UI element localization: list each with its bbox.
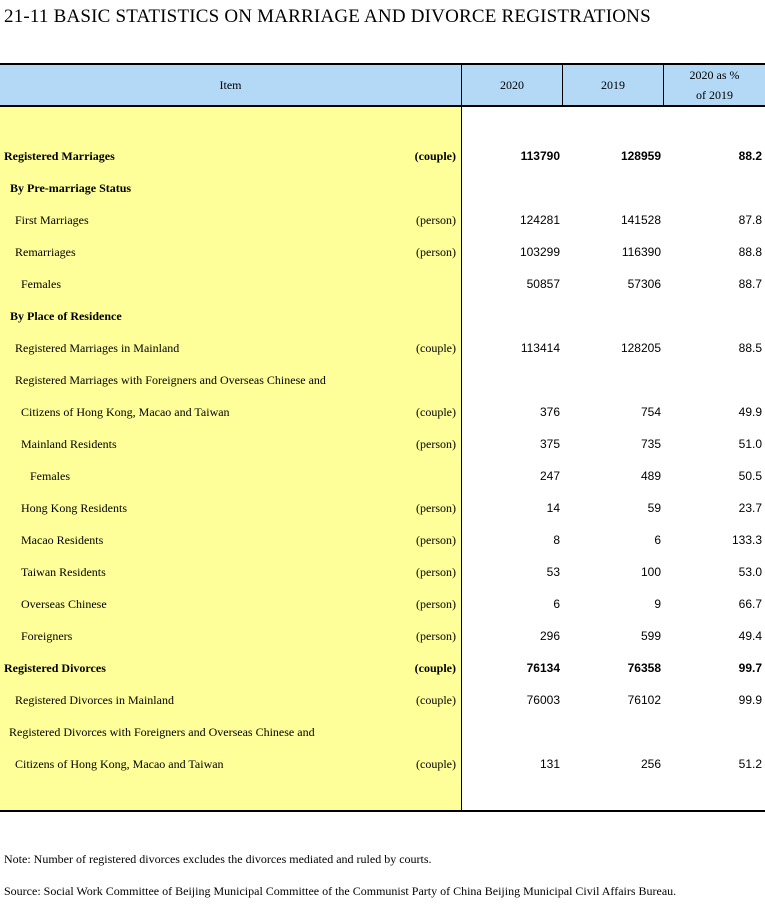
value-2020: 247 — [539, 469, 560, 483]
table-row — [0, 588, 765, 620]
table-source: Source: Social Work Committee of Beijing Municipal Committee of the Communist Party of China Beijing Municipal Civil Affairs Bureau. — [4, 884, 677, 898]
value-2019: 76358 — [627, 661, 661, 675]
row-unit: (couple) — [416, 693, 456, 707]
value-2020: 375 — [539, 437, 560, 451]
row-label: Overseas Chinese — [21, 597, 107, 611]
page-title: 21-11 BASIC STATISTICS ON MARRIAGE AND DIVORCE REGISTRATIONS — [4, 6, 651, 27]
value-2020: 113414 — [520, 341, 560, 355]
value-2019: 57306 — [627, 277, 661, 291]
value-2020: 6 — [553, 597, 560, 611]
value-2019: 141528 — [620, 213, 661, 227]
table-row — [0, 172, 765, 204]
row-label: Registered Divorces with Foreigners and Overseas Chinese and — [9, 725, 315, 739]
value-percent: 133.3 — [731, 533, 762, 547]
value-2019: 256 — [640, 757, 661, 771]
row-unit: (couple) — [414, 661, 456, 675]
value-percent: 50.5 — [738, 469, 762, 483]
value-2019: 599 — [640, 629, 661, 643]
value-percent: 87.8 — [738, 213, 762, 227]
value-2019: 754 — [640, 405, 661, 419]
value-percent: 51.2 — [738, 757, 762, 771]
table-row — [0, 300, 765, 332]
row-unit: (person) — [416, 533, 456, 547]
table-note: Note: Number of registered divorces excludes the divorces mediated and ruled by courts. — [4, 852, 432, 866]
row-label: Foreigners — [21, 629, 73, 643]
row-unit: (person) — [416, 501, 456, 515]
table-row — [0, 748, 765, 780]
row-label: First Marriages — [15, 213, 89, 227]
value-2019: 128205 — [620, 341, 661, 355]
value-percent: 99.9 — [738, 693, 762, 707]
value-2020: 8 — [553, 533, 560, 547]
header-divider — [663, 63, 664, 107]
table-row — [0, 620, 765, 652]
value-percent: 88.7 — [738, 277, 762, 291]
row-unit: (person) — [416, 213, 456, 227]
value-2020: 53 — [546, 565, 560, 579]
row-label: Registered Marriages with Foreigners and Overseas Chinese and — [15, 373, 326, 387]
row-label: By Pre-marriage Status — [10, 181, 132, 195]
row-label: Taiwan Residents — [21, 565, 106, 579]
table-bottom-border — [0, 810, 765, 812]
value-percent: 88.2 — [738, 149, 762, 163]
table-row — [0, 364, 765, 396]
value-percent: 51.0 — [738, 437, 762, 451]
row-unit: (person) — [416, 245, 456, 259]
value-percent: 49.9 — [738, 405, 762, 419]
row-label: Registered Divorces — [4, 661, 106, 675]
header-2020: 2020 — [500, 78, 524, 92]
table-row — [0, 652, 765, 684]
value-2019: 128959 — [620, 149, 661, 163]
value-2020: 124281 — [519, 213, 560, 227]
value-2019: 76102 — [627, 693, 661, 707]
value-percent: 53.0 — [738, 565, 762, 579]
value-percent: 88.5 — [738, 341, 762, 355]
row-label: Registered Divorces in Mainland — [15, 693, 174, 707]
row-label: Females — [30, 469, 70, 483]
table-row — [0, 460, 765, 492]
table-row — [0, 236, 765, 268]
table-row — [0, 524, 765, 556]
value-2020: 103299 — [519, 245, 560, 259]
header-item: Item — [219, 78, 242, 92]
row-label: By Place of Residence — [10, 309, 122, 323]
value-2020: 113790 — [520, 149, 560, 163]
row-label: Females — [21, 277, 61, 291]
value-percent: 88.8 — [738, 245, 762, 259]
value-2019: 59 — [647, 501, 661, 515]
row-label: Macao Residents — [21, 533, 104, 547]
value-2020: 296 — [539, 629, 560, 643]
value-percent: 49.4 — [738, 629, 762, 643]
value-2020: 76003 — [526, 693, 560, 707]
value-percent: 23.7 — [738, 501, 762, 515]
value-2019: 100 — [640, 565, 661, 579]
value-percent: 66.7 — [738, 597, 762, 611]
value-2020: 14 — [546, 501, 560, 515]
row-unit: (person) — [416, 565, 456, 579]
table-row — [0, 140, 765, 172]
row-unit: (couple) — [416, 757, 456, 771]
row-unit: (couple) — [414, 149, 456, 163]
value-2020: 376 — [539, 405, 560, 419]
value-2019: 735 — [640, 437, 661, 451]
row-unit: (person) — [416, 629, 456, 643]
row-label: Registered Marriages — [4, 149, 115, 163]
statistics-table — [0, 63, 765, 812]
value-2019: 9 — [654, 597, 661, 611]
table-row — [0, 396, 765, 428]
table-row — [0, 332, 765, 364]
value-2020: 131 — [539, 757, 560, 771]
row-label: Remarriages — [15, 245, 76, 259]
value-2020: 76134 — [526, 661, 560, 675]
value-2019: 6 — [654, 533, 661, 547]
table-row — [0, 204, 765, 236]
value-percent: 99.7 — [738, 661, 762, 675]
header-divider — [562, 63, 563, 107]
row-label: Citizens of Hong Kong, Macao and Taiwan — [21, 405, 230, 419]
row-unit: (couple) — [416, 405, 456, 419]
row-unit: (person) — [416, 597, 456, 611]
table-row — [0, 716, 765, 748]
row-unit: (person) — [416, 437, 456, 451]
table-header — [0, 63, 765, 107]
table-row — [0, 268, 765, 300]
header-percent-line1: 2020 as % — [689, 68, 740, 82]
row-label: Mainland Residents — [21, 437, 117, 451]
value-2019: 489 — [640, 469, 661, 483]
table-row — [0, 492, 765, 524]
header-percent — [664, 65, 765, 105]
table-row — [0, 428, 765, 460]
row-unit: (couple) — [416, 341, 456, 355]
header-percent-line2: of 2019 — [696, 88, 733, 102]
value-2020: 50857 — [526, 277, 560, 291]
header-2019: 2019 — [601, 78, 625, 92]
table-row — [0, 556, 765, 588]
row-label: Hong Kong Residents — [21, 501, 127, 515]
table-row — [0, 684, 765, 716]
value-2019: 116390 — [621, 245, 661, 259]
row-label: Registered Marriages in Mainland — [15, 341, 180, 355]
row-label: Citizens of Hong Kong, Macao and Taiwan — [15, 757, 224, 771]
